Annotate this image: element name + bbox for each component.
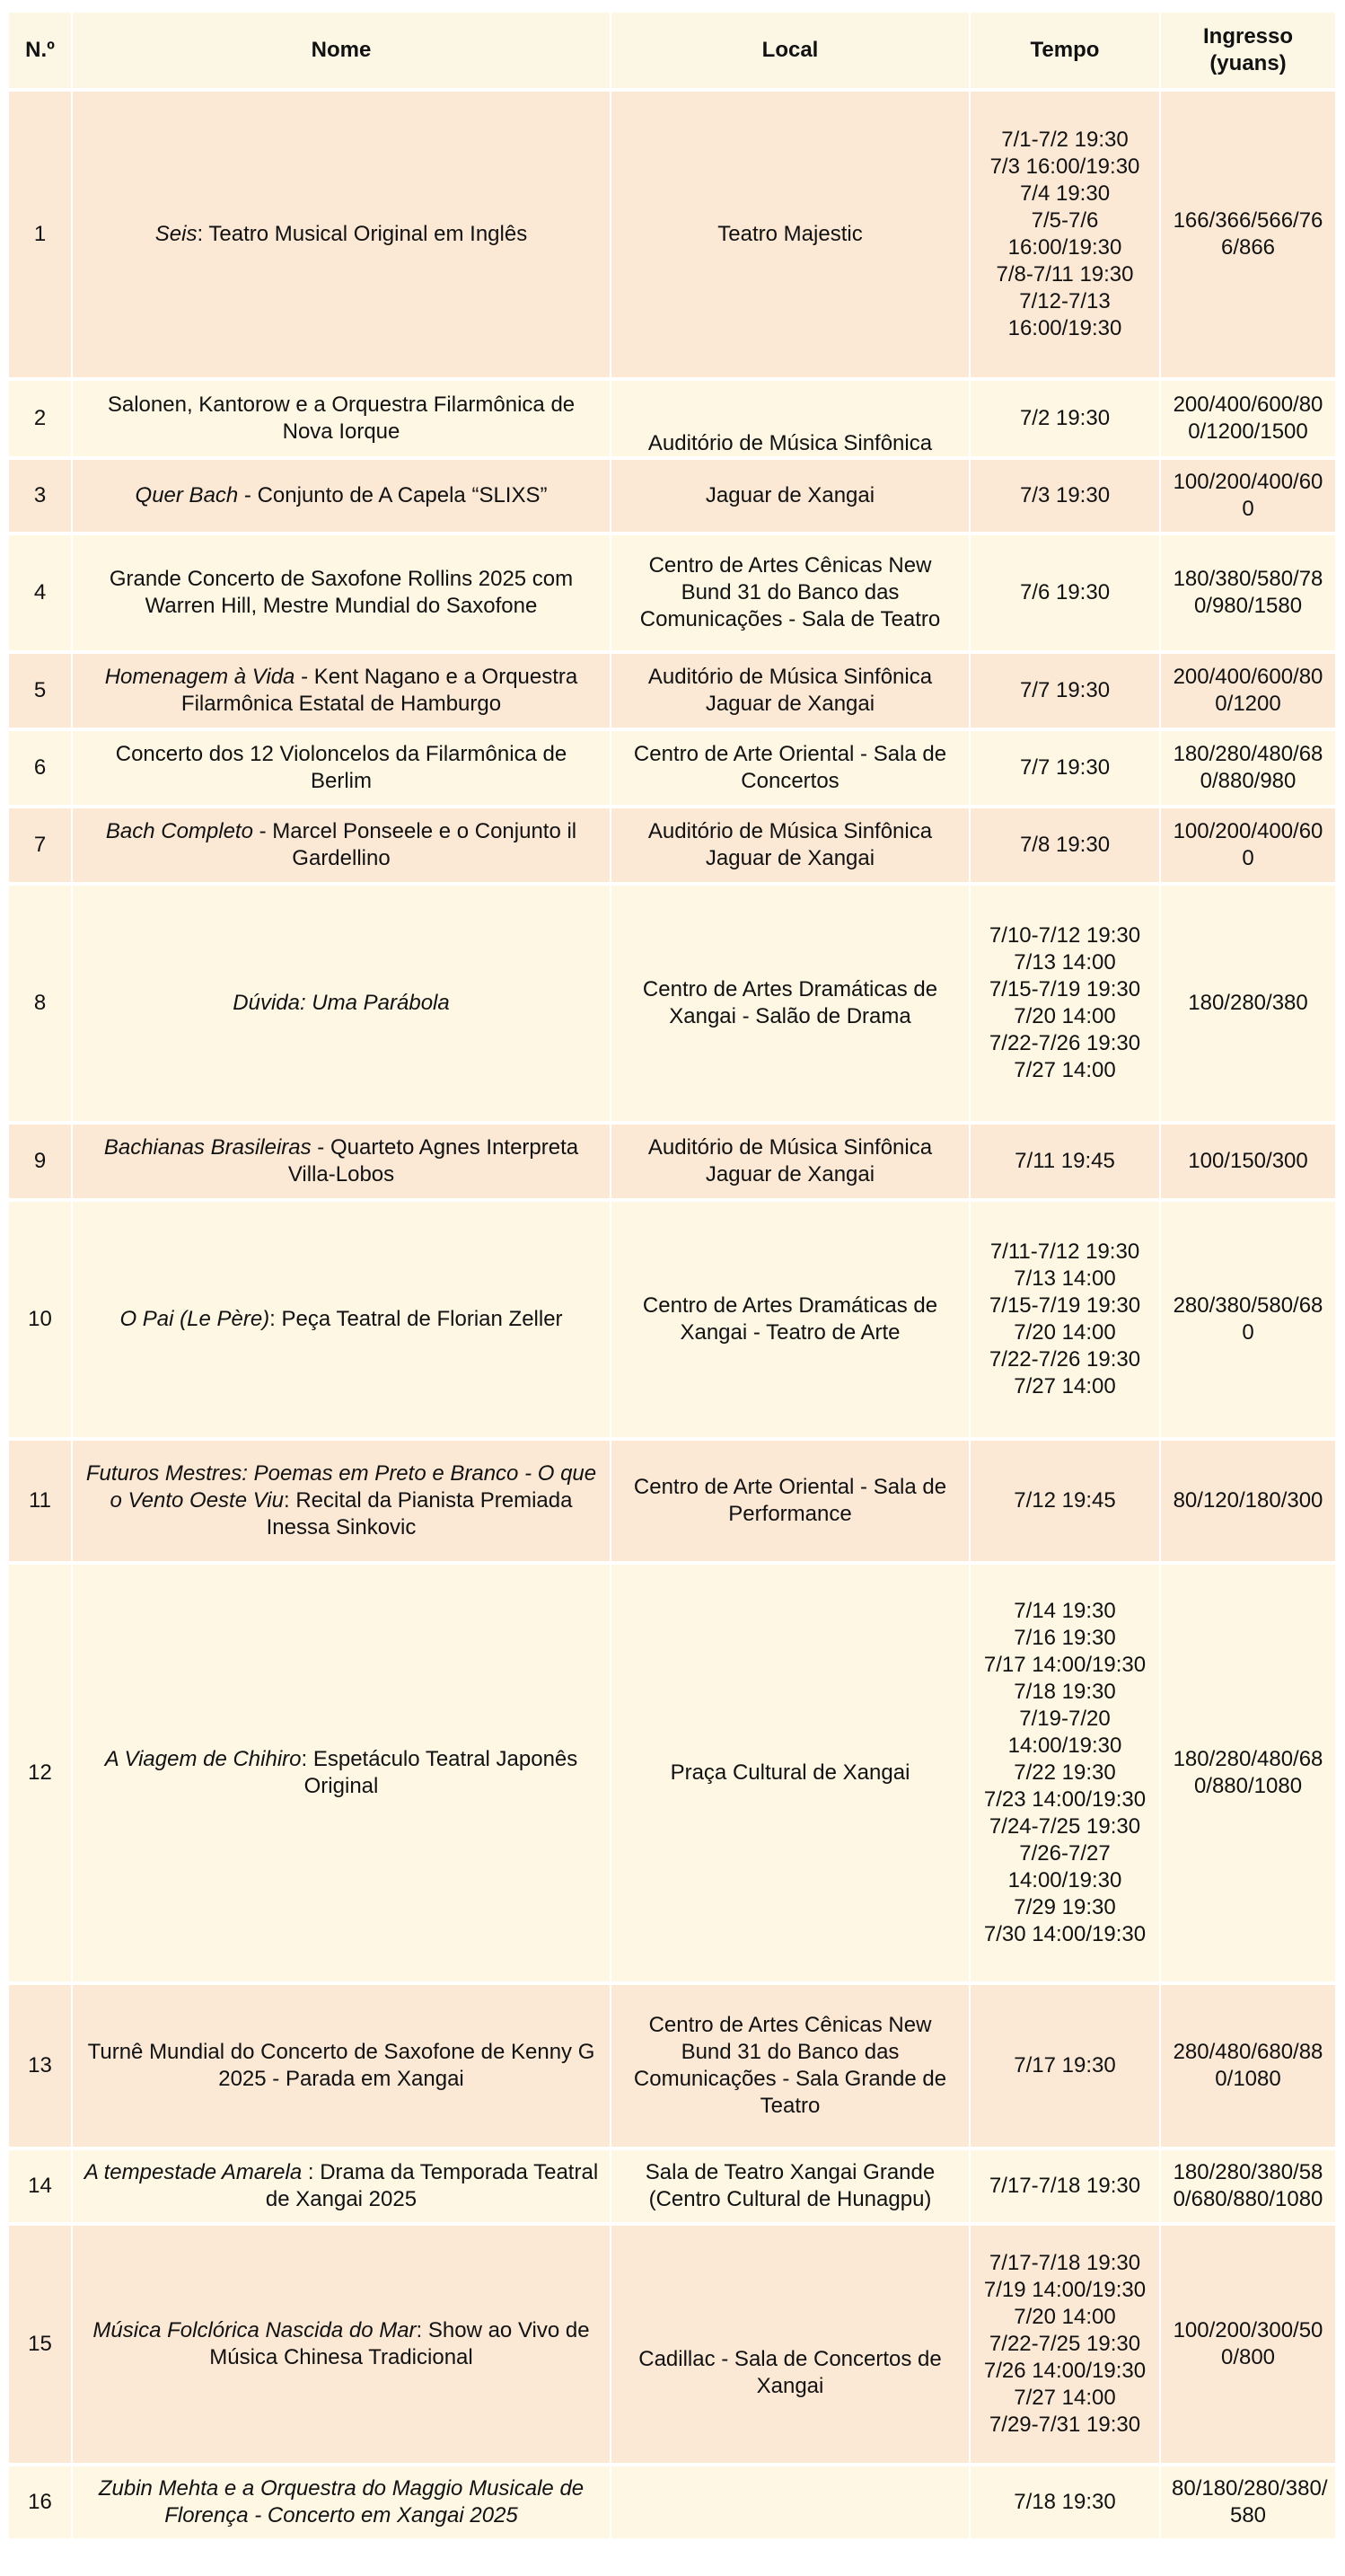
local-text: Centro de Artes Dramáticas de Xangai - Teatro de Arte — [642, 1293, 938, 1345]
ingresso-line: 0/680/880/1080 — [1173, 2187, 1323, 2211]
table-row — [9, 534, 1336, 652]
cell-local — [611, 458, 970, 534]
tempo-line: 7/22 19:30 — [1014, 1760, 1116, 1785]
nome-text: : Drama da Temporada Teatral de Xangai 2025 — [265, 2160, 599, 2211]
cell-local — [611, 90, 970, 379]
cell-numero: 15 — [9, 2224, 72, 2465]
tempo-line: 7/12-7/13 — [1019, 289, 1111, 313]
cell-numero: 1 — [9, 90, 72, 379]
ingresso-line: 0/1080 — [1215, 2067, 1281, 2091]
cell-tempo — [970, 379, 1160, 458]
cell-nome — [72, 2148, 611, 2224]
tempo-line: 7/20 14:00 — [1014, 1320, 1116, 1345]
cell-tempo — [970, 534, 1160, 652]
tempo-line: 7/2 19:30 — [1019, 406, 1111, 430]
cell-numero: 6 — [9, 729, 72, 807]
ingresso-line: 80/180/280/380/ — [1172, 2476, 1328, 2501]
cell-tempo — [970, 807, 1160, 884]
tempo-line: 14:00/19:30 — [1007, 1734, 1122, 1758]
cell-ingresso — [1160, 1983, 1336, 2148]
cell-ingresso — [1160, 1439, 1336, 1563]
tempo-line: 7/3 19:30 — [1019, 483, 1111, 507]
local-text: Auditório de Música Sinfônica — [647, 431, 933, 455]
header-tempo: Tempo — [970, 13, 1160, 90]
cell-local — [611, 1983, 970, 2148]
tempo-line: 7/27 14:00 — [1014, 1058, 1116, 1082]
cell-tempo — [970, 90, 1160, 379]
tempo-line: 7/13 14:00 — [1014, 1266, 1116, 1291]
ingresso-line: 0/1200 — [1215, 692, 1281, 716]
cell-tempo — [970, 1439, 1160, 1563]
local-text: Centro de Arte Oriental - Sala de Concertos — [633, 742, 947, 793]
header-ingresso-line: Ingresso — [1202, 24, 1294, 49]
cell-nome — [72, 90, 611, 379]
cell-numero: 4 — [9, 534, 72, 652]
table-row — [9, 652, 1336, 729]
cell-nome — [72, 807, 611, 884]
tempo-line: 14:00/19:30 — [1007, 1868, 1122, 1892]
tempo-line: 7/1-7/2 19:30 — [1001, 128, 1129, 152]
ingresso-line: 0/1200/1500 — [1188, 419, 1308, 444]
table-row — [9, 2224, 1336, 2465]
ingresso-line: 100/200/300/50 — [1173, 2318, 1323, 2342]
tempo-line: 7/19-7/20 — [1019, 1707, 1111, 1731]
cell-numero: 13 — [9, 1983, 72, 2148]
tempo-line: 7/29-7/31 19:30 — [989, 2413, 1141, 2437]
cell-tempo — [970, 2148, 1160, 2224]
nome-italic: Quer Bach — [135, 483, 239, 507]
cell-tempo — [970, 2224, 1160, 2465]
cell-ingresso — [1160, 2148, 1336, 2224]
tempo-line: 7/26 14:00/19:30 — [983, 2359, 1147, 2383]
nome-text: : Peça Teatral de Florian Zeller — [269, 1307, 563, 1331]
ingresso-line: 180/280/480/68 — [1173, 1747, 1323, 1771]
nome-text: : Teatro Musical Original em Inglês — [197, 222, 528, 246]
ingresso-line: 6/866 — [1220, 235, 1276, 260]
ingresso-line: 280/380/580/68 — [1173, 1293, 1323, 1318]
tempo-line: 7/15-7/19 19:30 — [989, 1293, 1141, 1318]
cell-local — [611, 1123, 970, 1200]
tempo-line: 7/27 14:00 — [1014, 1374, 1116, 1398]
ingresso-line: 80/120/180/300 — [1173, 1488, 1323, 1513]
ingresso-line: 0/980/1580 — [1193, 594, 1303, 618]
cell-local — [611, 729, 970, 807]
ingresso-line: 100/200/400/60 — [1173, 470, 1323, 494]
nome-italic: Bach Completo — [105, 819, 253, 843]
nome-text: - Marcel Ponseele e o Conjunto il Gardellino — [252, 819, 577, 870]
cell-numero: 3 — [9, 458, 72, 534]
header-ingresso — [1160, 13, 1336, 90]
tempo-line: 7/13 14:00 — [1014, 950, 1116, 975]
local-text: Cadillac - Sala de Concertos de Xangai — [638, 2347, 942, 2398]
cell-tempo — [970, 729, 1160, 807]
nome-text: : Recital da Pianista Premiada Inessa Sinkovic — [266, 1488, 573, 1539]
cell-tempo — [970, 884, 1160, 1123]
cell-nome — [72, 1123, 611, 1200]
header-local: Local — [611, 13, 970, 90]
ingresso-line: 200/400/600/80 — [1173, 393, 1323, 417]
tempo-line: 7/7 19:30 — [1019, 678, 1111, 702]
local-text: Praça Cultural de Xangai — [670, 1760, 910, 1785]
cell-local — [611, 2148, 970, 2224]
tempo-line: 7/16 19:30 — [1014, 1626, 1116, 1650]
cell-ingresso — [1160, 729, 1336, 807]
tempo-line: 16:00/19:30 — [1007, 235, 1122, 260]
cell-nome — [72, 379, 611, 458]
cell-numero: 16 — [9, 2465, 72, 2540]
nome-text: : Show ao Vivo de Música Chinesa Tradicional — [209, 2318, 590, 2369]
tempo-line: 7/22-7/25 19:30 — [989, 2332, 1141, 2356]
local-text: Centro de Artes Cênicas New Bund 31 do Banco das Comunicações - Sala Grande de Teatro — [633, 2013, 947, 2118]
cell-numero: 2 — [9, 379, 72, 458]
nome-italic: O Pai (Le Père) — [119, 1307, 270, 1331]
cell-nome — [72, 652, 611, 729]
table-row — [9, 884, 1336, 1123]
nome-italic: Futuros Mestres: Poemas em Preto e Branco - O que o Vento Oeste Viu — [85, 1461, 597, 1513]
header-nome: Nome — [72, 13, 611, 90]
tempo-line: 7/8 19:30 — [1019, 833, 1111, 857]
cell-nome — [72, 458, 611, 534]
cell-tempo — [970, 1123, 1160, 1200]
tempo-line: 7/3 16:00/19:30 — [989, 154, 1140, 179]
cell-local — [611, 652, 970, 729]
cell-local — [611, 1439, 970, 1563]
cell-local — [611, 379, 970, 458]
ingresso-line: 166/366/566/76 — [1173, 208, 1323, 233]
cell-tempo — [970, 1983, 1160, 2148]
cell-local — [611, 534, 970, 652]
ingresso-line: 200/400/600/80 — [1173, 665, 1323, 689]
cell-nome — [72, 1200, 611, 1439]
nome-text: - Kent Nagano e a Orquestra Filarmônica Estatal de Hamburgo — [180, 665, 578, 716]
cell-ingresso — [1160, 90, 1336, 379]
cell-numero: 12 — [9, 1563, 72, 1983]
tempo-line: 7/26-7/27 — [1019, 1841, 1111, 1866]
nome-italic: Homenagem à Vida — [104, 665, 295, 689]
tempo-line: 16:00/19:30 — [1007, 316, 1122, 340]
cell-ingresso — [1160, 2224, 1336, 2465]
tempo-line: 7/7 19:30 — [1019, 755, 1111, 780]
cell-numero: 7 — [9, 807, 72, 884]
cell-local — [611, 1563, 970, 1983]
tempo-line: 7/17 14:00/19:30 — [983, 1653, 1147, 1677]
local-text: Centro de Artes Dramáticas de Xangai - Salão de Drama — [642, 977, 938, 1028]
tempo-line: 7/11-7/12 19:30 — [989, 1239, 1140, 1264]
cell-tempo — [970, 652, 1160, 729]
ingresso-line: 180/280/380 — [1188, 991, 1308, 1015]
tempo-line: 7/14 19:30 — [1014, 1599, 1116, 1623]
cell-numero: 14 — [9, 2148, 72, 2224]
local-text: Sala de Teatro Xangai Grande (Centro Cultural de Hunagpu) — [645, 2160, 936, 2211]
nome-text: - Conjunto de A Capela “SLIXS” — [238, 483, 548, 507]
cell-ingresso — [1160, 379, 1336, 458]
cell-tempo — [970, 2465, 1160, 2540]
table-row — [9, 1200, 1336, 1439]
ingresso-line: 100/150/300 — [1188, 1149, 1308, 1173]
tempo-line: 7/18 19:30 — [1014, 2490, 1116, 2514]
cell-nome — [72, 2224, 611, 2465]
tempo-line: 7/23 14:00/19:30 — [983, 1787, 1147, 1812]
tempo-line: 7/20 14:00 — [1014, 2305, 1116, 2329]
cell-numero: 9 — [9, 1123, 72, 1200]
cell-nome — [72, 1983, 611, 2148]
cell-nome — [72, 1439, 611, 1563]
tempo-line: 7/22-7/26 19:30 — [989, 1347, 1141, 1372]
local-text: Centro de Artes Cênicas New Bund 31 do Banco das Comunicações - Sala de Teatro — [639, 553, 941, 631]
ingresso-line: 0/800 — [1220, 2345, 1276, 2369]
cell-numero: 8 — [9, 884, 72, 1123]
tempo-line: 7/15-7/19 19:30 — [989, 977, 1141, 1001]
ingresso-line: 100/200/400/60 — [1173, 819, 1323, 843]
nome-text: Salonen, Kantorow e a Orquestra Filarmônica de Nova Iorque — [107, 393, 576, 444]
table-row — [9, 1123, 1336, 1200]
cell-tempo — [970, 1563, 1160, 1983]
nome-text: Concerto dos 12 Violoncelos da Filarmônica de Berlim — [115, 742, 567, 793]
tempo-line: 7/5-7/6 — [1031, 208, 1099, 233]
table-row — [9, 379, 1336, 458]
cell-numero: 11 — [9, 1439, 72, 1563]
table-row — [9, 2465, 1336, 2540]
nome-italic: Seis — [154, 222, 198, 246]
tempo-line: 7/8-7/11 19:30 — [996, 262, 1134, 287]
tempo-line: 7/6 19:30 — [1019, 580, 1111, 604]
cell-nome — [72, 884, 611, 1123]
ingresso-line: 180/380/580/78 — [1173, 567, 1323, 591]
ingresso-line: 0/880/980 — [1200, 769, 1297, 793]
local-text: Jaguar de Xangai — [705, 483, 875, 507]
tempo-line: 7/11 19:45 — [1015, 1149, 1115, 1173]
table-row — [9, 90, 1336, 379]
table-row — [9, 807, 1336, 884]
tempo-line: 7/27 14:00 — [1014, 2386, 1116, 2410]
tempo-line: 7/4 19:30 — [1019, 181, 1111, 206]
table-row — [9, 1439, 1336, 1563]
tempo-line: 7/17-7/18 19:30 — [989, 2174, 1141, 2198]
table-row — [9, 458, 1336, 534]
local-text: Auditório de Música Sinfônica Jaguar de Xangai — [647, 1135, 933, 1187]
ingresso-line: 280/480/680/88 — [1173, 2040, 1323, 2064]
tempo-line: 7/17 19:30 — [1014, 2053, 1116, 2078]
header-ingresso-line: (yuans) — [1209, 51, 1287, 75]
cell-ingresso — [1160, 807, 1336, 884]
tempo-line: 7/19 14:00/19:30 — [983, 2278, 1147, 2302]
cell-numero: 5 — [9, 652, 72, 729]
ingresso-line: 0 — [1242, 497, 1254, 521]
nome-text: Turnê Mundial do Concerto de Saxofone de Kenny G 2025 - Parada em Xangai — [87, 2040, 595, 2091]
cell-ingresso — [1160, 2465, 1336, 2540]
tempo-line: 7/10-7/12 19:30 — [989, 923, 1141, 948]
header-row — [9, 13, 1336, 90]
nome-italic: Dúvida: Uma Parábola — [233, 991, 450, 1015]
table-body — [9, 90, 1336, 2540]
table-row — [9, 1563, 1336, 1983]
table-row — [9, 729, 1336, 807]
nome-text: : Espetáculo Teatral Japonês Original — [301, 1747, 578, 1798]
cell-tempo — [970, 1200, 1160, 1439]
cell-local — [611, 2465, 970, 2540]
cell-nome — [72, 2465, 611, 2540]
cell-ingresso — [1160, 884, 1336, 1123]
tempo-line: 7/29 19:30 — [1014, 1895, 1116, 1919]
ingresso-line: 180/280/480/68 — [1173, 742, 1323, 766]
cell-ingresso — [1160, 458, 1336, 534]
cell-ingresso — [1160, 1200, 1336, 1439]
tempo-line: 7/12 19:45 — [1014, 1488, 1116, 1513]
cell-ingresso — [1160, 1563, 1336, 1983]
local-text: Auditório de Música Sinfônica Jaguar de Xangai — [647, 665, 933, 716]
ingresso-line: 0/880/1080 — [1193, 1774, 1303, 1798]
cell-local — [611, 1200, 970, 1439]
cell-numero: 10 — [9, 1200, 72, 1439]
nome-text: - Quarteto Agnes Interpreta Villa-Lobos — [287, 1135, 579, 1187]
table-row — [9, 1983, 1336, 2148]
nome-italic: Bachianas Brasileiras — [103, 1135, 312, 1160]
ingresso-line: 0 — [1242, 846, 1254, 870]
local-text: Auditório de Música Sinfônica Jaguar de Xangai — [647, 819, 933, 870]
tempo-line: 7/20 14:00 — [1014, 1004, 1116, 1028]
cell-local — [611, 2224, 970, 2465]
header-numero: N.º — [9, 13, 72, 90]
nome-italic: Música Folclórica Nascida do Mar — [92, 2318, 417, 2342]
tempo-line: 7/30 14:00/19:30 — [983, 1922, 1147, 1946]
nome-italic: Zubin Mehta e a Orquestra do Maggio Musicale de Florença - Concerto em Xangai 2025 — [98, 2476, 585, 2527]
ingresso-line: 0 — [1242, 1320, 1254, 1345]
table-row — [9, 2148, 1336, 2224]
local-text: Teatro Majestic — [717, 222, 863, 246]
tempo-line: 7/22-7/26 19:30 — [989, 1031, 1141, 1055]
ingresso-line: 580 — [1229, 2503, 1267, 2527]
tempo-line: 7/24-7/25 19:30 — [989, 1814, 1141, 1839]
tempo-line: 7/17-7/18 19:30 — [989, 2251, 1141, 2275]
nome-italic: A Viagem de Chihiro — [104, 1747, 302, 1771]
cell-ingresso — [1160, 652, 1336, 729]
cell-local — [611, 884, 970, 1123]
events-table — [9, 13, 1337, 2542]
cell-nome — [72, 534, 611, 652]
ingresso-line: 180/280/380/58 — [1173, 2160, 1323, 2184]
cell-nome — [72, 729, 611, 807]
tempo-line: 7/18 19:30 — [1014, 1680, 1116, 1704]
cell-tempo — [970, 458, 1160, 534]
local-text: Centro de Arte Oriental - Sala de Performance — [633, 1475, 947, 1526]
cell-local — [611, 807, 970, 884]
cell-nome — [72, 1563, 611, 1983]
nome-text: Grande Concerto de Saxofone Rollins 2025 com Warren Hill, Mestre Mundial do Saxofone — [109, 567, 574, 618]
cell-ingresso — [1160, 1123, 1336, 1200]
nome-italic: A tempestade Amarela — [84, 2160, 308, 2184]
cell-ingresso — [1160, 534, 1336, 652]
